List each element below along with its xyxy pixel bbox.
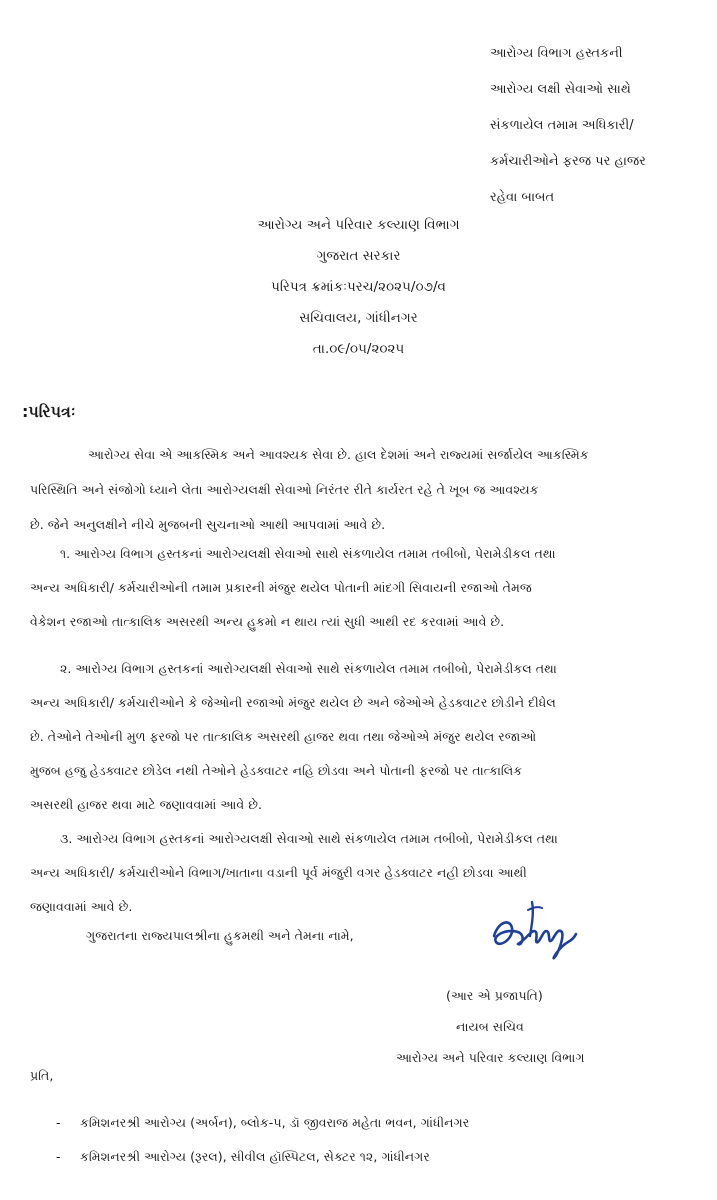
signatory-block	[380, 980, 660, 1073]
signatory-department: આરોગ્ય અને પરિવાર કલ્યાણ વિભાગ	[396, 1050, 585, 1065]
to-label: પ્રતિ,	[30, 1068, 54, 1083]
circular-date: તા.૦૯/૦૫/૨૦૨૫	[312, 341, 405, 357]
point-line: ૧. આરોગ્ય વિભાગ હસ્તકનાં આરોગ્યલક્ષી સેવાઓ સાથે સંકળાયેલ તમામ તબીબો, પેરામેડીકલ તથા	[60, 546, 556, 561]
point-line: અન્ય અધિકારી/ કર્મચારીઓને વિભાગ/ખાતાના વડાની પૂર્વ મંજુરી વગર હેડક્વાટર નહી છોડવા આથી	[30, 865, 527, 880]
intro-paragraph	[30, 437, 690, 542]
subject-line: રહેવા બાબત	[490, 190, 555, 205]
recipient-item	[56, 1106, 469, 1140]
circular-number: પરિપત્ર ક્રમાંકઃપરચ/૨૦૨૫/૦૭/વ	[271, 279, 446, 295]
point-line: ૩. આરોગ્ય વિભાગ હસ્તકનાં આરોગ્યલક્ષી સેવાઓ સાથે સંકળાયેલ તમામ તબીબો, પેરામેડીકલ તથા	[60, 831, 558, 846]
point-line: મુજબ હજુ હેડક્વાટર છોડેલ નથી તેઓને હેડક્વાટર નહિ છોડવા અને પોતાની ફરજો પર તાત્કાલિક	[30, 763, 523, 778]
signatory-name: (આર એ પ્રજાપતિ)	[446, 988, 543, 1003]
letterhead	[0, 210, 717, 365]
closing-line: ગુજરાતના રાજ્યપાલશ્રીના હુકમથી અને તેમના નામે,	[86, 928, 354, 943]
point-line: અન્ય અધિકારી/ કર્મચારીઓને કે જેઓની રજાઓ મંજુર થયેલ છે અને જેઓએ હેડક્વાટર છોડીને દીધેલ	[30, 695, 556, 710]
subject-line: કર્મચારીઓને ફરજ પર હાજર	[490, 154, 646, 169]
subject-line: સંકળાયેલ તમામ અધિકારી/	[490, 118, 634, 133]
signatory-designation: નાયબ સચિવ	[456, 1019, 524, 1034]
subject-line: આરોગ્ય લક્ષી સેવાઓ સાથે	[490, 82, 631, 97]
circular-heading: :પરિપત્રઃ	[22, 402, 76, 421]
point-2	[30, 652, 700, 822]
intro-line: છે. જેને અનુલક્ષીને નીચે મુજબની સુચનાઓ આથી આપવામાં આવે છે.	[30, 517, 386, 532]
bullet-dash: -	[56, 1149, 61, 1164]
bullet-dash: -	[56, 1115, 61, 1130]
signature-icon	[488, 898, 580, 968]
intro-line: પરિસ્થિતિ અને સંજોગો ધ્યાને લેતા આરોગ્યલક્ષી સેવાઓ નિરંતર રીતે કાર્યરત રહે તે ખૂબ જ આવશ્યક	[30, 482, 539, 497]
point-3	[30, 822, 700, 924]
recipient-text: કમિશનરશ્રી આરોગ્ય (અર્બન), બ્લોક-૫, ડૉ જીવરાજ મહેતા ભવન, ગાંધીનગર	[80, 1115, 470, 1130]
department-name: આરોગ્ય અને પરિવાર કલ્યાણ વિભાગ	[257, 217, 460, 233]
point-line: અસરથી હાજર થવા માટે જણાવવામાં આવે છે.	[30, 797, 262, 812]
subject-block	[490, 36, 710, 216]
intro-line: આરોગ્ય સેવા એ આકસ્મિક અને આવશ્યક સેવા છે. હાલ દેશમાં અને રાજ્યમાં સર્જાયેલ આકસ્મિક	[88, 447, 589, 462]
government-name: ગુજરાત સરકાર	[316, 248, 401, 264]
point-line: ૨. આરોગ્ય વિભાગ હસ્તકનાં આરોગ્યલક્ષી સેવાઓ સાથે સંકળાયેલ તમામ તબીબો, પેરામેડીકલ તથા	[60, 661, 557, 676]
point-1	[30, 537, 700, 639]
point-line: જણાવવામાં આવે છે.	[30, 899, 133, 914]
subject-line: આરોગ્ય વિભાગ હસ્તકની	[490, 46, 623, 61]
recipient-item	[56, 1140, 469, 1174]
recipients-list	[56, 1106, 469, 1174]
point-line: છે. તેઓને તેઓની મુળ ફરજો પર તાત્કાલિક અસરથી હાજર થવા તથા જેઓએ મંજુર થયેલ રજાઓ	[30, 729, 537, 744]
recipient-text: કમિશનરશ્રી આરોગ્ય (રૂરલ), સીવીલ હૉસ્પિટલ, સેક્ટર ૧૨, ગાંધીનગર	[80, 1149, 430, 1164]
point-line: અન્ય અધિકારી/ કર્મચારીઓની તમામ પ્રકારની મંજુર થયેલ પોતાની માંદગી સિવાયની રજાઓ તેમજ	[30, 580, 532, 595]
office-location: સચિવાલય, ગાંધીનગર	[299, 310, 418, 326]
point-line: વેકેશન રજાઓ તાત્કાલિક અસરથી અન્ય હુકમો ન થાય ત્યાં સુધી આથી રદ કરવામાં આવે છે.	[30, 614, 505, 629]
